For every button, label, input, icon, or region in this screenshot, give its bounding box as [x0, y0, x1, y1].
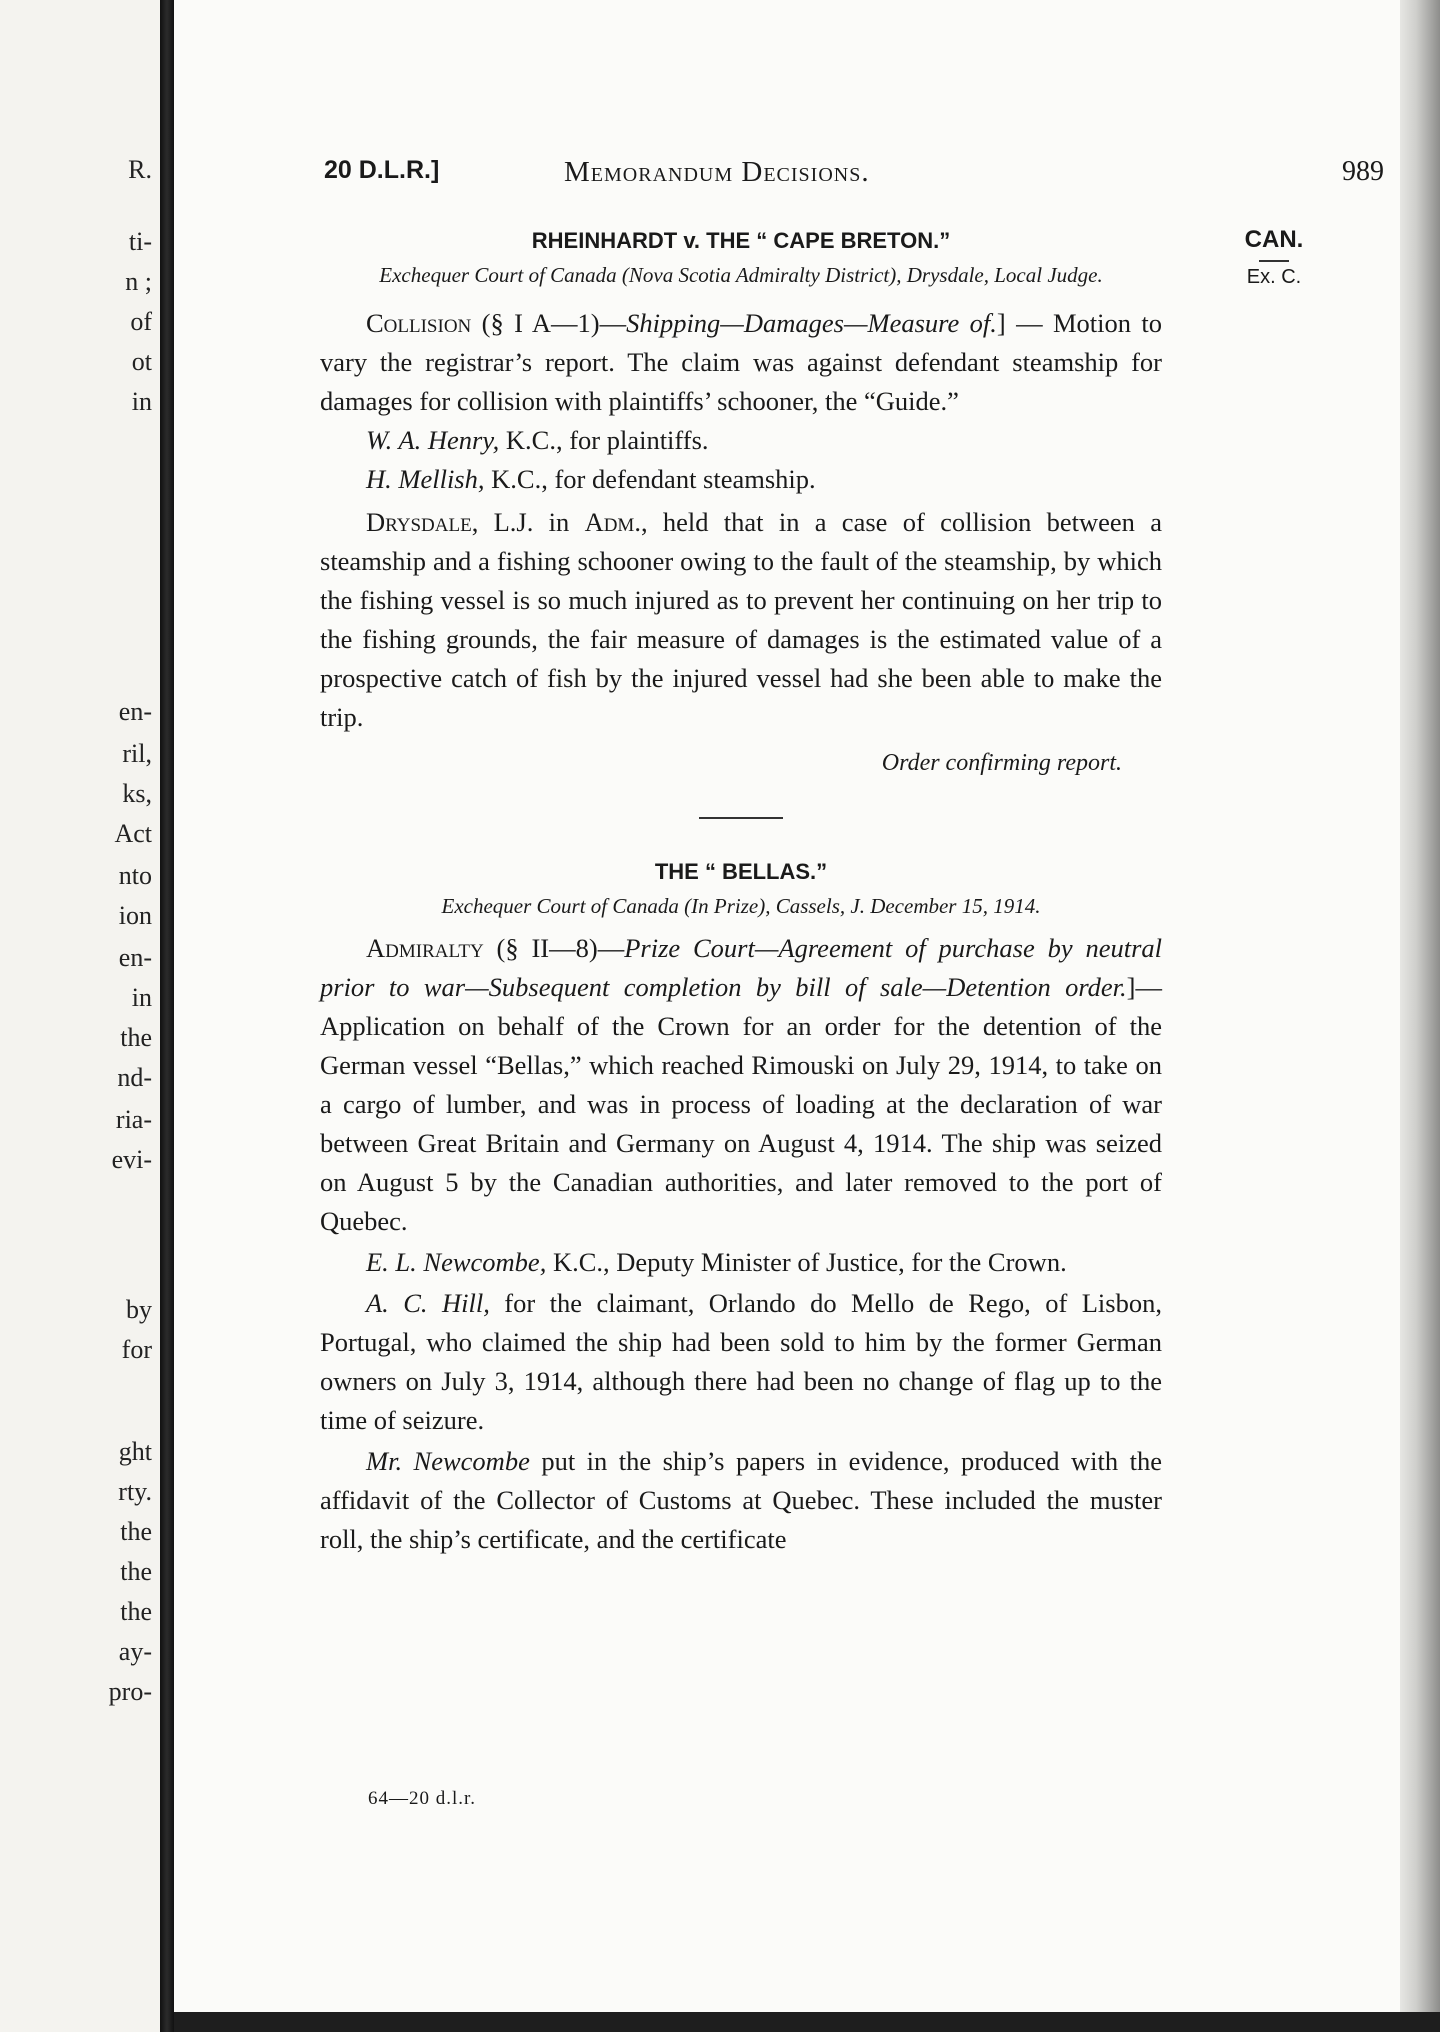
judgment-text: , held that in a case of collision between a steamship and a fishing schooner owing to the fault of the steamship, by which the fishing vessel is so much injured as to prevent her continuing on her trip to the fishing grounds, the fair measure of damages is the estimated value of a prospective catch of fish by the injured vessel had she been able to make the trip.	[320, 507, 1162, 732]
counsel-line	[320, 1243, 1162, 1282]
section-title: Memorandum Decisions.	[564, 156, 870, 188]
headnote-lead: Collision	[366, 308, 472, 338]
headnote-topic: Prize Court—Agreement of purchase by neutral prior to war—Subsequent completion by bill of sale—Detention order.	[320, 933, 1162, 1002]
headnote-topic: Shipping—Damages—Measure of.	[626, 308, 997, 338]
facing-page-fragment: en-	[118, 697, 152, 726]
headnote-text: ]—Application on behalf of the Crown for an order for the detention of the German vessel “Bellas,” which reached Rimouski on July 29, 1914, to take on a cargo of lumber, and was in process of loading at the declaration of war between Great Britain and Germany on August 4, 1914. The ship was seized on August 5 by the Canadian authorities, and later removed to the port of Quebec.	[320, 972, 1162, 1236]
counsel-line	[320, 421, 1162, 460]
facing-page-fragment: R.	[128, 155, 152, 184]
court-line: Exchequer Court of Canada (Nova Scotia Admiralty District), Drysdale, Local Judge.	[379, 263, 1103, 287]
headnote-section: (§ I A—1)—	[481, 308, 627, 338]
case-divider	[699, 817, 783, 819]
counsel-name: W. A. Henry,	[366, 425, 500, 455]
volume-reference: 20 D.L.R.]	[324, 156, 440, 184]
facing-page-fragment: pro-	[108, 1677, 152, 1706]
facing-page-fragment: ti-	[128, 227, 152, 256]
facing-page-fragment: ion	[118, 901, 152, 930]
headnote-text: ] — Motion to vary the registrar’s report. The claim was against defendant steamship for damages for collision with plaintiffs’ schooner, the “Guide.”	[320, 308, 1162, 416]
facing-page-fragment: ria-	[115, 1105, 152, 1134]
facing-page-fragment: Act	[114, 819, 152, 848]
facing-page-fragment: in	[131, 387, 152, 416]
page-edge-shadow	[1400, 0, 1440, 2032]
counsel-line	[320, 1284, 1162, 1440]
headnote-lead: Admiralty	[366, 933, 484, 963]
judgment-court: Adm.	[584, 507, 641, 537]
book-gutter	[160, 0, 174, 2032]
signature-mark: 64—20 d.l.r.	[368, 1788, 477, 1809]
scan-border	[174, 2012, 1440, 2032]
facing-page-fragment: ks,	[122, 779, 152, 808]
paragraph-text: put in the ship’s papers in evidence, produced with the affidavit of the Collector of Customs at Quebec. These included the muster roll, the ship’s certificate, and the certificate	[320, 1446, 1162, 1554]
page-number: 989	[1342, 156, 1384, 187]
running-head	[324, 156, 1384, 196]
counsel-name: A. C. Hill,	[366, 1288, 490, 1318]
judge-name: Drysdale, L.J.	[366, 507, 534, 537]
facing-page-fragment: the	[120, 1597, 152, 1626]
counsel-name: H. Mellish,	[366, 464, 485, 494]
case-title: THE “ BELLAS.”	[654, 859, 828, 884]
headnote	[320, 304, 1162, 421]
margin-note	[1214, 226, 1334, 289]
facing-page-fragment: n ;	[125, 267, 152, 296]
facing-page-fragment: en-	[118, 943, 152, 972]
headnote-section: (§ II—8)—	[496, 933, 625, 963]
case-title: RHEINHARDT v. THE “ CAPE BRETON.”	[531, 228, 951, 253]
case-result: Order confirming report.	[881, 750, 1122, 776]
facing-page-fragment: of	[130, 307, 152, 336]
facing-page-fragment: rty.	[118, 1477, 152, 1506]
facing-page-fragment: nto	[118, 861, 152, 890]
court-line: Exchequer Court of Canada (In Prize), Cassels, J. December 15, 1914.	[441, 894, 1041, 918]
margin-court: CAN.	[1244, 226, 1304, 253]
facing-page-fragment: evi-	[111, 1145, 152, 1174]
judgment	[320, 503, 1162, 737]
counsel-text: K.C., for plaintiffs.	[499, 425, 709, 455]
margin-division: Ex. C.	[1246, 266, 1302, 288]
facing-page-fragment: the	[120, 1517, 152, 1546]
judgment-connector: in	[533, 507, 585, 537]
counsel-line	[320, 460, 1162, 499]
counsel-text: K.C., Deputy Minister of Justice, for the Crown.	[546, 1247, 1067, 1277]
facing-page-fragment: ay-	[118, 1637, 152, 1666]
document-page	[174, 0, 1400, 2032]
facing-page-fragment: in	[131, 983, 152, 1012]
facing-page-fragment: for	[121, 1335, 152, 1364]
counsel-text: for the claimant, Orlando do Mello de Rego, of Lisbon, Portugal, who claimed the ship had been sold to him by the former German owners on July 3, 1914, although there had been no change of flag up to the time of seizure.	[320, 1288, 1162, 1435]
facing-page-strip	[0, 0, 160, 2032]
counsel-text: K.C., for defendant steamship.	[484, 464, 816, 494]
evidence-paragraph	[320, 1442, 1162, 1559]
speaker-name: Mr. Newcombe	[366, 1446, 530, 1476]
facing-page-fragment: ght	[118, 1437, 152, 1466]
facing-page-fragment: ot	[131, 347, 152, 376]
counsel-name: E. L. Newcombe,	[366, 1247, 547, 1277]
margin-rule	[1259, 260, 1289, 262]
page-body	[320, 226, 1162, 1559]
headnote	[320, 929, 1162, 1241]
facing-page-fragment: by	[126, 1295, 152, 1324]
facing-page-fragment: nd-	[117, 1063, 152, 1092]
facing-page-fragment: the	[120, 1557, 152, 1586]
facing-page-fragment: ril,	[122, 739, 152, 768]
facing-page-fragment: the	[120, 1023, 152, 1052]
